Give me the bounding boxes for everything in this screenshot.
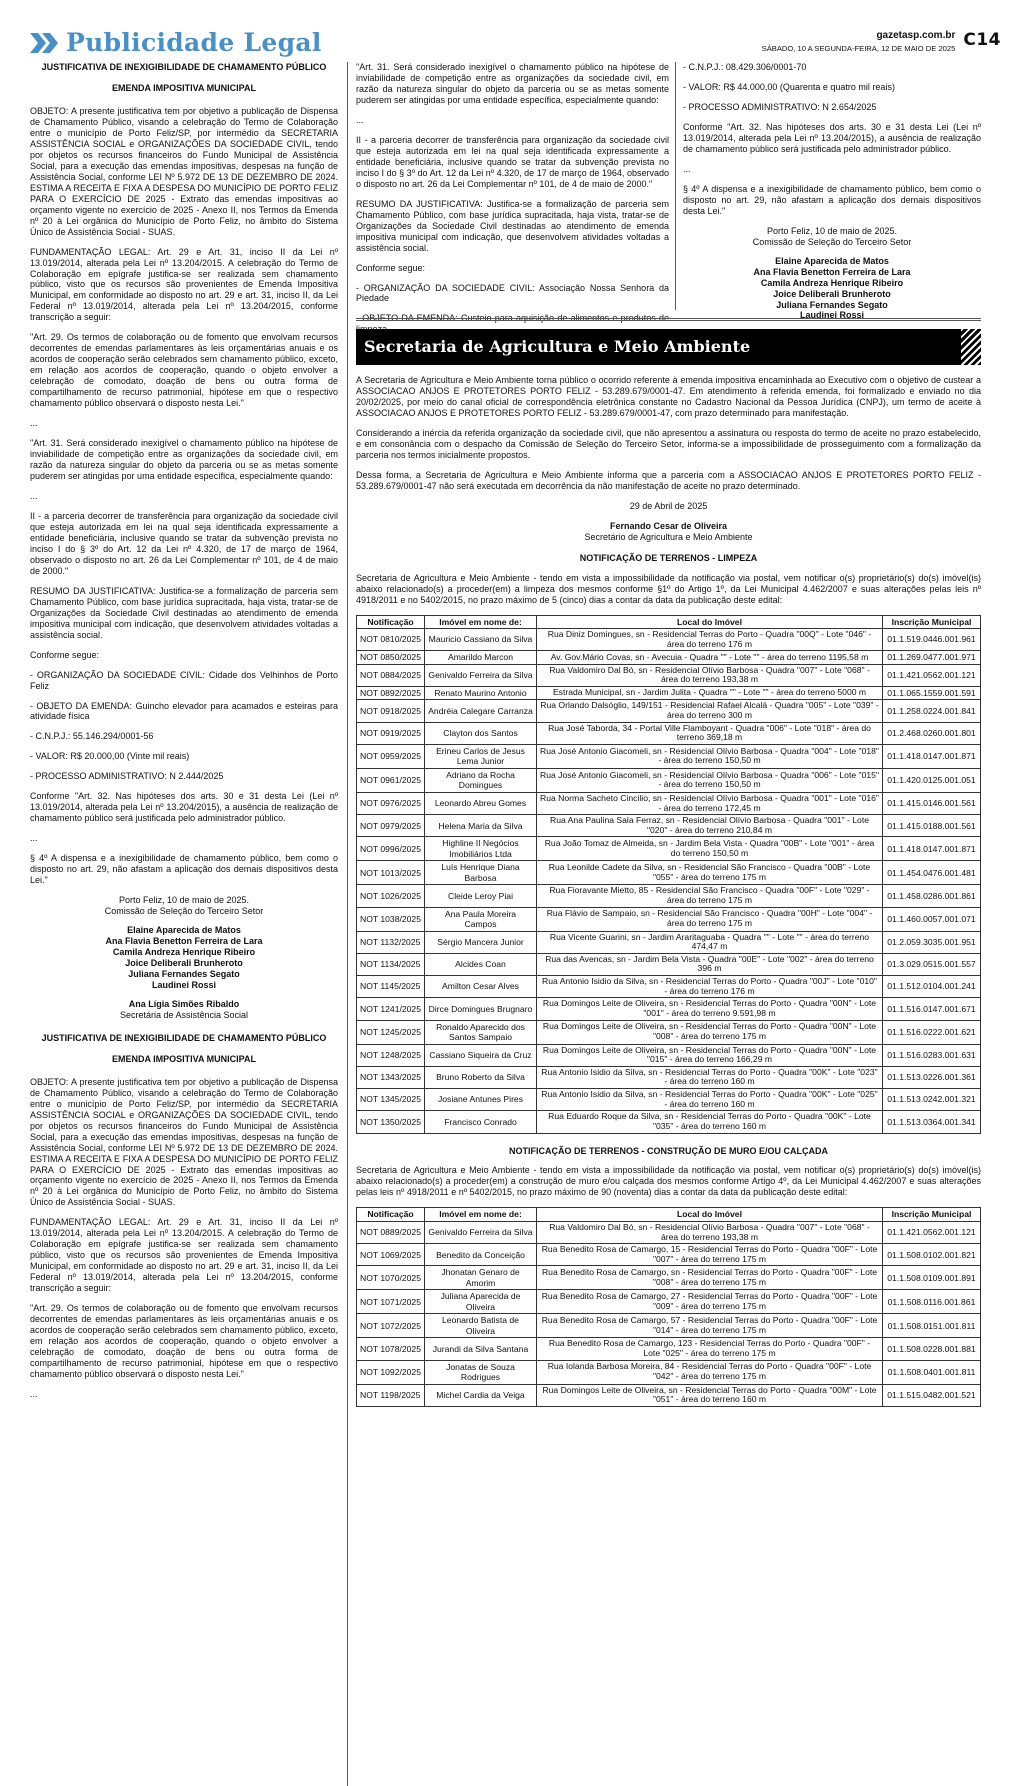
municipal-registration: 01.1.513.0364.001.341 <box>883 1111 981 1133</box>
column-header: Inscrição Municipal <box>883 1208 981 1221</box>
secretary-name: Ana Lígia Simões Ribaldo <box>128 998 240 1009</box>
notification-number: NOT 0961/2025 <box>357 768 425 792</box>
column-divider <box>675 62 676 310</box>
agriculture-section <box>356 318 981 1419</box>
ellipsis: ... <box>683 163 691 174</box>
owner-name: Bruno Roberto da Silva <box>425 1066 537 1088</box>
section-brand <box>30 28 322 59</box>
notification-number: NOT 1072/2025 <box>357 1314 425 1338</box>
municipal-registration: 01.1.258.0224.001.841 <box>883 700 981 722</box>
table-row <box>357 768 981 792</box>
table-row <box>357 722 981 744</box>
municipal-registration: 01.1.519.0446.001.961 <box>883 628 981 650</box>
owner-name: Francisco Conrado <box>425 1111 537 1133</box>
property-location: Rua das Avencas, sn - Jardim Bela Vista - Quadra "00E" - Lote "002" - área do terreno 396 m <box>537 953 883 975</box>
site-info <box>762 30 1001 53</box>
property-location: Rua Domingos Leite de Oliveira, sn - Residencial Terras do Porto - Quadra "00N" - Lote "001" - área do terreno 9.591,98 m <box>537 998 883 1020</box>
notification-number: NOT 0884/2025 <box>357 664 425 686</box>
valor-line: - VALOR: R$ 20.000,00 (Vinte mil reais) <box>30 751 190 762</box>
resumo-paragraph: RESUMO DA JUSTIFICATIVA: Justifica-se a formalização de parceria sem Chamamento Público, com base jurídica supracitada, haja vista, tratar-se de Organizações da Sociedade Civil destinadas ao atendimento de emenda impositiva municipal com indicação, que desenvolvem atividades voltadas a assistência social. <box>356 198 669 253</box>
notification-number: NOT 1245/2025 <box>357 1020 425 1044</box>
notification-cleaning-text: Secretaria de Agricultura e Meio Ambiente - tendo em vista a impossibilidade da notificação via postal, vem notificar o(s) proprietário(s) do(s) imóvel(is) abaixo relacionado(s) a proceder(em) a limpeza dos mesmos conforme §1º do Artigo 1º, da Lei Municipal 4.462/2007 e suas alterações pelas leis nº 4918/2011 e no 5402/2015, no prazo máximo de 5 (cinco) dias a contar da data da publicação deste edital: <box>356 572 981 605</box>
objeto-paragraph: OBJETO: A presente justificativa tem por objetivo a publicação de Dispensa de Chamamento Público, visando a celebração do Termo de Colaboração entre o município de Porto Feliz/SP, por intermédio da SECRETARIA ASSISTÊNCIA SOCIAL e ORGANIZAÇÕES DA SOCIEDADE CIVIL, tendo por objetos os recursos financeiros do Fundo Municipal de Assistência Social, para a execução das emendas impositivas, despesas na função de Assistência Social, conforme LEI Nº 5.972 DE 13 DE DEZEMBRO DE 2024. ESTIMA A RECEITA E FIXA A DESPESA DO MUNICÍPIO DE PORTO FELIZ PARA O EXERCÍCIO DE 2025 - Extrato das emendas impositivas ao orçamento vigente no exercício de 2025 - Anexo II, nos Termos da Emenda nº 20 à Lei orgânica do Município de Porto Feliz, no âmbito do Sistema Único de Assistência Social - SUAS. <box>30 105 338 237</box>
municipal-registration: 01.1.420.0125.001.051 <box>883 768 981 792</box>
table-row <box>357 1044 981 1066</box>
table-row <box>357 907 981 931</box>
table-row <box>357 628 981 650</box>
conforme-label: Conforme segue: <box>30 649 100 660</box>
banner-stripes <box>961 329 981 365</box>
art32-paragraph: Conforme "Art. 32. Nas hipóteses dos arts. 30 e 31 desta Lei (Lei nº 13.019/2014, alterada pela Lei nº 13.204/2015), a ausência de realização de chamamento público será justificada pelo administrador público. <box>30 791 338 824</box>
property-location: Rua Antonio Isidio da Silva, sn - Residencial Terras do Porto - Quadra "00K" - Lote "025" - área do terreno 160 m <box>537 1089 883 1111</box>
edition-date: SÁBADO, 10 A SEGUNDA-FEIRA, 12 DE MAIO DE 2025 <box>761 44 956 54</box>
ellipsis: ... <box>356 114 364 125</box>
local-date: Porto Feliz, 10 de maio de 2025. <box>766 225 898 236</box>
table-row <box>357 1384 981 1406</box>
table-row <box>357 1266 981 1290</box>
table-row <box>357 1020 981 1044</box>
notification-number: NOT 1071/2025 <box>357 1290 425 1314</box>
property-location: Rua Benedito Rosa de Camargo, 15 - Residencial Terras do Porto - Quadra "00F" - Lote "007" - área do terreno 175 m <box>537 1244 883 1266</box>
agriculture-banner <box>356 329 981 365</box>
notification-number: NOT 1343/2025 <box>357 1066 425 1088</box>
owner-name: Highline II Negócios Imobiliários Ltda <box>425 837 537 861</box>
property-location: Rua Domingos Leite de Oliveira, sn - Residencial Terras do Porto - Quadra "00N" - Lote "015" - área do terreno 166,29 m <box>537 1044 883 1066</box>
property-location: Rua José Antonio Giacomeli, sn - Residencial Olívio Barbosa - Quadra "004" - Lote "018" - área do terreno 150,50 m <box>537 744 883 768</box>
cnpj-line: - C.N.P.J.: 55.146.294/0001-56 <box>30 731 154 742</box>
municipal-registration: 01.1.415.0146.001.561 <box>883 792 981 814</box>
property-location: Rua Domingos Leite de Oliveira, sn - Residencial Terras do Porto - Quadra "00N" - Lote "008" - área do terreno 175 m <box>537 1020 883 1044</box>
objeto-emenda-line: - OBJETO DA EMENDA: Guincho elevador para acamados e esteiras para atividade física <box>30 700 338 722</box>
agri-paragraph-3: Dessa forma, a Secretaria de Agricultura e Meio Ambiente informa que a parceria com a ASSOCIACAO ANJOS E PROTETORES PORTO FELIZ - 53.289.679/0001-47 não será executada em decorrência da não manifestação de aceite no prazo determinado. <box>356 469 981 491</box>
table-row <box>357 953 981 975</box>
notification-wall-title: NOTIFICAÇÃO DE TERRENOS - CONSTRUÇÃO DE MURO E/OU CALÇADA <box>509 1145 828 1156</box>
local-date: Porto Feliz, 10 de maio de 2025. <box>118 895 250 906</box>
owner-name: Ana Paula Moreira Campos <box>425 907 537 931</box>
property-location: Rua Orlando Dalsóglio, 149/151 - Residencial Rafael Alcalá - Quadra "005" - Lote "039" - área do terreno 300 m <box>537 700 883 722</box>
municipal-registration: 01.1.508.0401.001.811 <box>883 1360 981 1384</box>
owner-name: Josiane Antunes Pires <box>425 1089 537 1111</box>
table-row <box>357 686 981 699</box>
double-chevron-right-icon <box>30 31 60 55</box>
notification-number: NOT 0919/2025 <box>357 722 425 744</box>
table-row <box>357 1338 981 1360</box>
owner-name: Luís Henrique Diana Barbosa <box>425 861 537 885</box>
owner-name: Ronaldo Aparecido dos Santos Sampaio <box>425 1020 537 1044</box>
signer-name: Juliana Fernandes Segato <box>776 299 888 310</box>
owner-name: Juliana Aparecida de Oliveira <box>425 1290 537 1314</box>
table-row <box>357 998 981 1020</box>
table-row <box>357 664 981 686</box>
owner-name: Amilton Cesar Alves <box>425 976 537 998</box>
property-location: Rua Vicente Guarini, sn - Jardim Araritaguaba - Quadra "" - Lote "" - área do terreno 474,47 m <box>537 931 883 953</box>
property-location: Rua Diniz Domingues, sn - Residencial Terras do Porto - Quadra "00Q" - Lote "046" - área do terreno 176 m <box>537 628 883 650</box>
ellipsis: ... <box>30 490 38 501</box>
table-row <box>357 1290 981 1314</box>
notification-number: NOT 1241/2025 <box>357 998 425 1020</box>
notification-number: NOT 0959/2025 <box>357 744 425 768</box>
notification-number: NOT 1026/2025 <box>357 885 425 907</box>
paragraph-4: § 4º A dispensa e a inexigibilidade de chamamento público, bem como o disposto no art. 29, não afastam a aplicação dos demais dispositivos desta Lei." <box>683 183 981 216</box>
wall-notification-table <box>356 1207 981 1406</box>
justification-title: JUSTIFICATIVA DE INEXIGIBILIDADE DE CHAMAMENTO PÚBLICO <box>41 1032 327 1043</box>
cnpj-line: - C.N.P.J.: 08.429.306/0001-70 <box>683 62 807 72</box>
municipal-registration: 01.1.512.0104.001.241 <box>883 976 981 998</box>
agriculture-banner-title: Secretaria de Agricultura e Meio Ambiente <box>364 337 751 357</box>
site-url[interactable]: gazetasp.com.br <box>876 30 956 41</box>
municipal-registration: 01.1.516.0147.001.671 <box>883 998 981 1020</box>
notification-number: NOT 0918/2025 <box>357 700 425 722</box>
owner-name: Andréia Calegare Carranza <box>425 700 537 722</box>
municipal-registration: 01.1.516.0222.001.621 <box>883 1020 981 1044</box>
signer-name: Camila Andreza Henrique Ribeiro <box>112 947 256 957</box>
owner-name: Jhonatan Genaro de Amorim <box>425 1266 537 1290</box>
property-location: Rua Norma Sacheto Cincilio, sn - Residencial Olívio Barbosa - Quadra "001" - Lote "016" - área do terreno 172,45 m <box>537 792 883 814</box>
table-row <box>357 1314 981 1338</box>
column-header: Local do Imóvel <box>537 615 883 628</box>
notification-number: NOT 0810/2025 <box>357 628 425 650</box>
owner-name: Genivaldo Ferreira da Silva <box>425 1221 537 1243</box>
property-location: Estrada Municipal, sn - Jardim Julita - Quadra "" - Lote "" - área do terreno 5000 m <box>537 686 883 699</box>
column-header: Notificação <box>357 1208 425 1221</box>
table-row <box>357 1089 981 1111</box>
notification-number: NOT 0976/2025 <box>357 792 425 814</box>
table-row <box>357 1244 981 1266</box>
municipal-registration: 01.1.508.0228.001.881 <box>883 1338 981 1360</box>
municipal-registration: 01.1.513.0226.001.361 <box>883 1066 981 1088</box>
owner-name: Dirce Domingues Brugnaro <box>425 998 537 1020</box>
owner-name: Helena Maria da Silva <box>425 815 537 837</box>
property-location: Rua Domingos Leite de Oliveira, sn - Residencial Terras do Porto - Quadra "00M" - Lote "051" - área do terreno 160 m <box>537 1384 883 1406</box>
property-location: Rua Antonio Isidio da Silva, sn - Residencial Terras do Porto - Quadra "00K" - Lote "023" - área do terreno 160 m <box>537 1066 883 1088</box>
inciso-paragraph: II - a parceria decorrer de transferência para organização da sociedade civil que esteja autorizada em lei na qual seja identificada expressamente a entidade beneficiária, inclusive quando se tratar da subvenção prevista no inciso I do § 3º do Art. 12 da Lei nº 4.320, de 17 de março de 1964, observado o disposto no art. 26 da Lei Complementar nº 101, de 4 de maio de 2000." <box>30 510 338 576</box>
notification-number: NOT 1345/2025 <box>357 1089 425 1111</box>
column-header: Notificação <box>357 615 425 628</box>
property-location: Rua Fioravante Mietto, 85 - Residencial São Francisco - Quadra "00F" - Lote "029" - área do terreno 175 m <box>537 885 883 907</box>
municipal-registration: 01.1.515.0482.001.521 <box>883 1384 981 1406</box>
page-header <box>0 0 1011 62</box>
owner-name: Cassiano Siqueira da Cruz <box>425 1044 537 1066</box>
signer-name: Ana Flavia Benetton Ferreira de Lara <box>105 936 263 947</box>
property-location: Rua João Tomaz de Almeida, sn - Jardim Bela Vista - Quadra "00B" - Lote "001" - área do terreno 150,50 m <box>537 837 883 861</box>
justification-subtitle: EMENDA IMPOSITIVA MUNICIPAL <box>112 82 256 93</box>
column-1 <box>30 62 338 1409</box>
property-location: Rua Valdomiro Dal Bó, sn - Residencial Olívio Barbosa - Quadra "007" - Lote "068" - área do terreno 193,38 m <box>537 1221 883 1243</box>
table-row <box>357 931 981 953</box>
agri-signer-role: Secretário de Agricultura e Meio Ambiente <box>584 531 753 542</box>
notification-number: NOT 1132/2025 <box>357 931 425 953</box>
signer-name: Laudinei Rossi <box>151 979 216 990</box>
notification-number: NOT 0850/2025 <box>357 651 425 664</box>
art31-paragraph: "Art. 31. Será considerado inexigível o chamamento público na hipótese de inviabilidade de competição entre as organizações da sociedade civil, em razão da natureza singular do objeto da parceria ou se as metas somente puderem ser atingidas por uma entidade específica, especialmente quando: <box>30 438 338 481</box>
municipal-registration: 01.1.418.0147.001.871 <box>883 744 981 768</box>
municipal-registration: 01.1.460.0057.001.071 <box>883 907 981 931</box>
ellipsis: ... <box>30 1388 38 1399</box>
owner-name: Jonatas de Souza Rodrigues <box>425 1360 537 1384</box>
owner-name: Renato Maurino Antonio <box>425 686 537 699</box>
paragraph-4: § 4º A dispensa e a inexigibilidade de chamamento público, bem como o disposto no art. 29, não afastam a aplicação dos demais dispositivos desta Lei." <box>30 853 338 886</box>
owner-name: Leonardo Abreu Gomes <box>425 792 537 814</box>
column-header: Inscrição Municipal <box>883 615 981 628</box>
column-header: Imóvel em nome de: <box>425 615 537 628</box>
property-location: Av. Gov.Mário Covas, sn - Avecuia - Quadra "" - Lote "" - área do terreno 1195,58 m <box>537 651 883 664</box>
municipal-registration: 01.1.418.0147.001.871 <box>883 837 981 861</box>
owner-name: Adriano da Rocha Domingues <box>425 768 537 792</box>
municipal-registration: 01.1.421.0562.001.121 <box>883 1221 981 1243</box>
municipal-registration: 01.1.458.0286.001.861 <box>883 885 981 907</box>
secretary-role: Secretária de Assistência Social <box>119 1009 249 1020</box>
agri-paragraph-1: A Secretaria de Agricultura e Meio Ambiente torna público o ocorrido referente à emenda impositiva encaminhada ao Executivo com o objetivo de custear a ASSOCIACAO ANJOS E PROTETORES PORTO FELIZ - 53.289.679/0001-47. Em atendimento à referida emenda, foi formalizado e enviado no dia 20/02/2025, por meio do canal oficial de correspondência eletrônica constante no Cadastro Nacional da Pessoa Jurídica (CNPJ), um termo de aceite à ASSOCIACAO ANJOS E PROTETORES PORTO FELIZ - 53.289.679/0001-47, com prazo determinado para manifestação. <box>356 375 981 418</box>
property-location: Rua Benedito Rosa de Camargo, sn - Residencial Terras do Porto - Quadra "00F" - Lote "008" - área do terreno 175 m <box>537 1266 883 1290</box>
table-row <box>357 837 981 861</box>
notification-number: NOT 0889/2025 <box>357 1221 425 1243</box>
property-location: Rua Valdomiro Dal Bó, sn - Residencial Olívio Barbosa - Quadra "007" - Lote "068" - área do terreno 193,38 m <box>537 664 883 686</box>
municipal-registration: 01.1.065.1559.001.591 <box>883 686 981 699</box>
owner-name: Genivaldo Ferreira da Silva <box>425 664 537 686</box>
column-2 <box>356 62 669 344</box>
signer-name: Elaine Aparecida de Matos <box>775 255 889 266</box>
notification-number: NOT 0996/2025 <box>357 837 425 861</box>
property-location: Rua Benedito Rosa de Camargo, 123 - Residencial Terras do Porto - Quadra "00F" - Lote "025" - área do terreno 175 m <box>537 1338 883 1360</box>
signer-name: Joice Deliberali Brunheroto <box>125 957 243 968</box>
owner-name: Cleide Leroy Piai <box>425 885 537 907</box>
municipal-registration: 01.1.516.0283.001.631 <box>883 1044 981 1066</box>
osc-line: - ORGANIZAÇÃO DA SOCIEDADE CIVIL: Cidade dos Velhinhos de Porto Feliz <box>30 669 338 691</box>
ellipsis: ... <box>30 418 38 429</box>
notification-number: NOT 1070/2025 <box>357 1266 425 1290</box>
table-row <box>357 815 981 837</box>
municipal-registration: 01.1.513.0242.001.321 <box>883 1089 981 1111</box>
municipal-registration: 01.2.468.0260.001.801 <box>883 722 981 744</box>
owner-name: Clayton dos Santos <box>425 722 537 744</box>
table-row <box>357 1360 981 1384</box>
table-row <box>357 651 981 664</box>
table-row <box>357 1111 981 1133</box>
ellipsis: ... <box>30 833 38 844</box>
signer-name: Laudinei Rossi <box>799 310 864 321</box>
agri-date: 29 de Abril de 2025 <box>629 500 708 511</box>
fundamentacao-paragraph: FUNDAMENTAÇÃO LEGAL: Art. 29 e Art. 31, inciso II da Lei nº 13.019/2014, alterada pela Lei nº 13.204/2015. A celebração do Termo de Colaboração em epígrafe justifica-se ser realizada sem chamamento público, visto que os recursos são provenientes de Emenda Impositiva Municipal, em conformidade ao disposto no art. 29 e art. 31, inciso II, da Lei Federal nº 13.019/2014, alterada pela Lei nº 13.204/2015, conforme transcrição a seguir: <box>30 1217 338 1294</box>
art31-paragraph: "Art. 31. Será considerado inexigível o chamamento público na hipótese de inviabilidade de competição entre as organizações da sociedade civil, em razão da natureza singular do objeto da parceria ou se as metas somente puderem ser atingidas por uma entidade específica, especialmente quando: <box>356 62 669 105</box>
table-row <box>357 861 981 885</box>
municipal-registration: 01.3.029.0515.001.557 <box>883 953 981 975</box>
property-location: Rua Benedito Rosa de Camargo, 27 - Residencial Terras do Porto - Quadra "00F" - Lote "009" - área do terreno 175 m <box>537 1290 883 1314</box>
owner-name: Mauricio Cassiano da Silva <box>425 628 537 650</box>
signer-name: Camila Andreza Henrique Ribeiro <box>760 277 904 288</box>
property-location: Rua Leonilde Cadete da Silva, sn - Residencial São Francisco - Quadra "00B" - Lote "055" - área do terreno 175 m <box>537 861 883 885</box>
owner-name: Leonardo Batista de Oliveira <box>425 1314 537 1338</box>
section-title: Publicidade Legal <box>66 28 322 57</box>
notification-number: NOT 0979/2025 <box>357 815 425 837</box>
signer-name: Elaine Aparecida de Matos <box>127 925 241 936</box>
notification-number: NOT 1069/2025 <box>357 1244 425 1266</box>
notification-number: NOT 1038/2025 <box>357 907 425 931</box>
owner-name: Sérgio Mancera Junior <box>425 931 537 953</box>
municipal-registration: 01.1.269.0477.001.971 <box>883 651 981 664</box>
owner-name: Alcides Coan <box>425 953 537 975</box>
table-row <box>357 700 981 722</box>
art32-paragraph: Conforme "Art. 32. Nas hipóteses dos arts. 30 e 31 desta Lei (Lei nº 13.019/2014, alterada pela Lei nº 13.204/2015), a ausência de realização de chamamento público será justificada pelo administrador público. <box>683 121 981 154</box>
objeto-emenda-line: - OBJETO DA EMENDA: Custeio para aquisição de alimentos e produtos de <box>356 313 669 324</box>
owner-name: Benedito da Conceição <box>425 1244 537 1266</box>
agri-signer-name: Fernando Cesar de Oliveira <box>609 520 728 531</box>
notification-wall-text: Secretaria de Agricultura e Meio Ambiente - tendo em vista a impossibilidade da notificação via postal, vem notificar o(s) proprietário(s) do(s) imóvel(is) abaixo relacionado(s) a proceder(em) a construção de muro e/ou calçada dos mesmos conforme Artigo 4º, da Lei Municipal 4.462/2007 e suas alterações pelas leis nº 4918/2011 e nº 5402/2015, no prazo máximo de 90 (noventa) dias a contar da data da publicação deste edital: <box>356 1165 981 1198</box>
table-row <box>357 744 981 768</box>
column-divider <box>347 62 348 1786</box>
page-number: C14 <box>963 30 1001 50</box>
art29-paragraph: "Art. 29. Os termos de colaboração ou de fomento que envolvam recursos decorrentes de emendas parlamentares às leis orçamentárias anuais e os acordos de cooperação serão celebrados sem chamamento público, exceto, em relação aos acordos de cooperação, quando o objeto envolver a celebração de comodato, doação de bens ou outra forma de compartilhamento de recurso patrimonial, hipótese em que o respectivo chamamento público observará o disposto nesta Lei." <box>30 1303 338 1379</box>
property-location: Rua Eduardo Roque da Silva, sn - Residencial Terras do Porto - Quadra "00K" - Lote "035" - área do terreno 160 m <box>537 1111 883 1133</box>
processo-line: - PROCESSO ADMINISTRATIVO: N 2.444/2025 <box>30 771 224 782</box>
owner-name: Michel Cardia da Veiga <box>425 1384 537 1406</box>
municipal-registration: 01.1.508.0151.001.811 <box>883 1314 981 1338</box>
municipal-registration: 01.1.508.0109.001.891 <box>883 1266 981 1290</box>
notification-cleaning-title: NOTIFICAÇÃO DE TERRENOS - LIMPEZA <box>579 552 758 563</box>
notification-number: NOT 1134/2025 <box>357 953 425 975</box>
notification-number: NOT 1248/2025 <box>357 1044 425 1066</box>
property-location: Rua José Antonio Giacomeli, sn - Residencial Olívio Barbosa - Quadra "006" - Lote "015" - área do terreno 150,50 m <box>537 768 883 792</box>
notification-number: NOT 1198/2025 <box>357 1384 425 1406</box>
justification-subtitle: EMENDA IMPOSITIVA MUNICIPAL <box>112 1053 256 1064</box>
property-location: Rua Iolanda Barbosa Moreira, 84 - Residencial Terras do Porto - Quadra "00F" - Lote "042" - área do terreno 175 m <box>537 1360 883 1384</box>
table-row <box>357 885 981 907</box>
column-header: Imóvel em nome de: <box>425 1208 537 1221</box>
municipal-registration: 01.1.415.0188.001.561 <box>883 815 981 837</box>
municipal-registration: 01.2.059.3035.001.951 <box>883 931 981 953</box>
owner-name: Amarildo Marcon <box>425 651 537 664</box>
notification-number: NOT 1350/2025 <box>357 1111 425 1133</box>
property-location: Rua José Taborda, 34 - Portal Ville Flamboyant - Quadra "006" - Lote "018" - área do terreno 369,18 m <box>537 722 883 744</box>
conforme-label: Conforme segue: <box>356 262 426 273</box>
property-location: Rua Antonio Isidio da Silva, sn - Residencial Terras do Porto - Quadra "00J" - Lote "010" - área do terreno 176 m <box>537 976 883 998</box>
table-row <box>357 792 981 814</box>
objeto-paragraph: OBJETO: A presente justificativa tem por objetivo a publicação de Dispensa de Chamamento Público, visando a celebração do Termo de Colaboração entre o município de Porto Feliz/SP, por intermédio da SECRETARIA ASSISTÊNCIA SOCIAL e ORGANIZAÇÕES DA SOCIEDADE CIVIL, tendo por objetos os recursos financeiros do Fundo Municipal de Assistência Social, para a execução das emendas impositivas, despesas na função de Assistência Social, conforme LEI Nº 5.972 DE 13 DE DEZEMBRO DE 2024. ESTIMA A RECEITA E FIXA A DESPESA DO MUNICÍPIO DE PORTO FELIZ PARA O EXERCÍCIO DE 2025 - Extrato das emendas impositivas ao orçamento vigente no exercício de 2025 - Anexo II, nos Termos da Emenda nº 20 à Lei orgânica do Município de Porto Feliz, no âmbito do Sistema Único de Assistência Social - SUAS. <box>30 1076 338 1208</box>
table-row <box>357 1066 981 1088</box>
signer-name: Ana Flavia Benetton Ferreira de Lara <box>753 266 911 277</box>
notification-number: NOT 1078/2025 <box>357 1338 425 1360</box>
owner-name: Erineu Carlos de Jesus Lema Junior <box>425 744 537 768</box>
cleaning-notification-table <box>356 615 981 1134</box>
art29-paragraph: "Art. 29. Os termos de colaboração ou de fomento que envolvam recursos decorrentes de emendas parlamentares às leis orçamentárias anuais e os acordos de cooperação serão celebrados sem chamamento público, exceto, em relação aos acordos de cooperação, quando o objeto envolver a celebração de comodato, doação de bens ou outra forma de compartilhamento de recurso patrimonial, hipótese em que o respectivo chamamento público observará o disposto nesta Lei." <box>30 332 338 409</box>
property-location: Rua Benedito Rosa de Camargo, 57 - Residencial Terras do Porto - Quadra "00F" - Lote "014" - área do terreno 175 m <box>537 1314 883 1338</box>
agri-signature <box>356 521 981 543</box>
agri-paragraph-2: Considerando a inércia da referida organização da sociedade civil, que não apresentou a assinatura ou resposta do termo de aceite no prazo estabelecido, e em consonância com o despacho da Comissão de Seleção do Terceiro Setor, informa-se a impossibilidade de prosseguimento com a formalização da parceria nos termos inicialmente propostos. <box>356 427 981 460</box>
commission-label: Comissão de Seleção do Terceiro Setor <box>104 906 264 917</box>
municipal-registration: 01.1.508.0116.001.861 <box>883 1290 981 1314</box>
signature-block <box>30 895 338 1021</box>
property-location: Rua Ana Paulina Sala Ferraz, sn - Residencial Olívio Barbosa - Quadra "001" - Lote "020" - área do terreno 210,84 m <box>537 815 883 837</box>
table-row <box>357 976 981 998</box>
municipal-registration: 01.1.454.0476.001.481 <box>883 861 981 885</box>
signer-name: Juliana Fernandes Segato <box>128 968 240 979</box>
notification-number: NOT 1013/2025 <box>357 861 425 885</box>
inciso-paragraph: II - a parceria decorrer de transferência para organização da sociedade civil que esteja autorizada em lei na qual seja identificada expressamente a entidade beneficiária, inclusive quando se tratar da subvenção prevista no inciso I do § 3º do Art. 12 da Lei nº 4.320, de 17 de março de 1964, observado o disposto no art. 26 da Lei Complementar nº 101, de 4 de maio de 2000." <box>356 134 669 189</box>
municipal-registration: 01.1.508.0102.001.821 <box>883 1244 981 1266</box>
notification-number: NOT 1092/2025 <box>357 1360 425 1384</box>
table-row <box>357 1221 981 1243</box>
owner-name: Jurandi da Silva Santana <box>425 1338 537 1360</box>
commission-label: Comissão de Seleção do Terceiro Setor <box>752 236 912 247</box>
municipal-registration: 01.1.421.0562.001.121 <box>883 664 981 686</box>
valor-line: - VALOR: R$ 44.000,00 (Quarenta e quatro mil reais) <box>683 81 895 92</box>
resumo-paragraph: RESUMO DA JUSTIFICATIVA: Justifica-se a formalização de parceria sem Chamamento Público, com base jurídica supracitada, haja vista, tratar-se de Organizações da Sociedade Civil destinadas ao atendimento de emenda impositiva municipal com indicação, que desenvolvem atividades voltadas a assistência social. <box>30 585 338 640</box>
property-location: Rua Flávio de Sampaio, sn - Residencial São Francisco - Quadra "00H" - Lote "004" - área do terreno 175 m <box>537 907 883 931</box>
osc-line: - ORGANIZAÇÃO DA SOCIEDADE CIVIL: Associação Nossa Senhora da Piedade <box>356 282 669 304</box>
column-header: Local do Imóvel <box>537 1208 883 1221</box>
signer-name: Joice Deliberali Brunheroto <box>773 288 891 299</box>
fundamentacao-paragraph: FUNDAMENTAÇÃO LEGAL: Art. 29 e Art. 31, inciso II da Lei nº 13.019/2014, alterada pela Lei nº 13.204/2015. A celebração do Termo de Colaboração em epígrafe justifica-se ser realizada sem chamamento público, visto que os recursos são provenientes de Emenda Impositiva Municipal, em conformidade ao disposto no art. 29 e art. 31, inciso II, da Lei Federal nº 13.019/2014, alterada pela Lei nº 13.204/2015, conforme transcrição a seguir: <box>30 246 338 323</box>
justification-title: JUSTIFICATIVA DE INEXIGIBILIDADE DE CHAMAMENTO PÚBLICO <box>41 62 327 72</box>
notification-number: NOT 0892/2025 <box>357 686 425 699</box>
notification-number: NOT 1145/2025 <box>357 976 425 998</box>
processo-line: - PROCESSO ADMINISTRATIVO: N 2.654/2025 <box>683 101 877 112</box>
